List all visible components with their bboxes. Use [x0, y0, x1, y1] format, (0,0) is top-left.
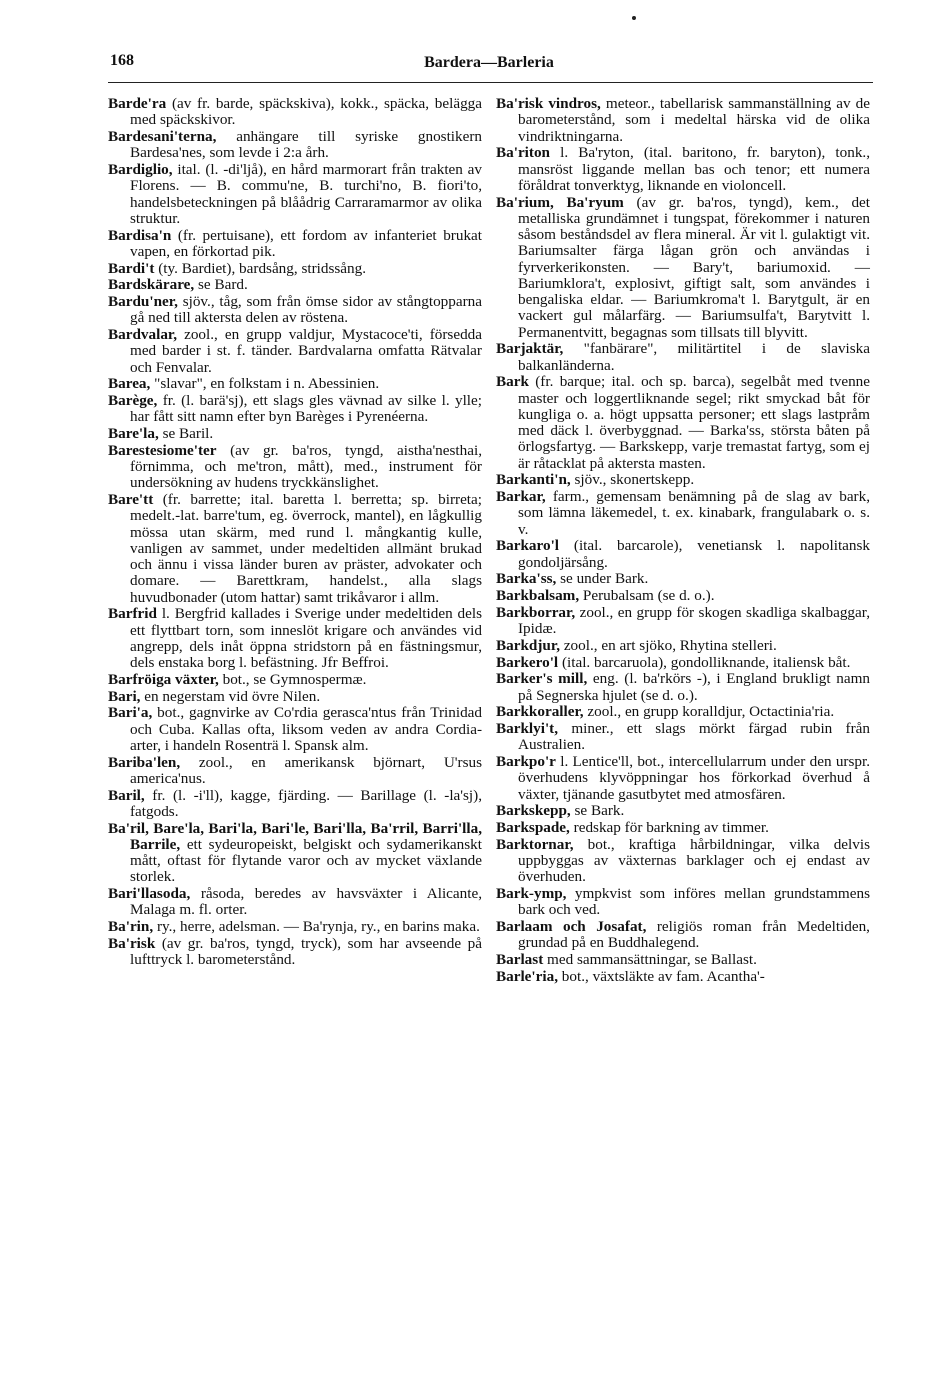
entry-headword: Bardiglio,	[108, 161, 173, 178]
entry-definition: zool., en amerikansk björnart, U'rsus america'nus.	[130, 753, 482, 787]
entry-definition: religiös roman från Medeltiden, grundad på en Buddhalegend.	[518, 918, 870, 952]
dictionary-entry	[108, 606, 482, 671]
entry-headword: Barkar,	[496, 488, 546, 505]
dictionary-entry	[108, 936, 482, 969]
dictionary-entry	[108, 886, 482, 919]
dictionary-entry	[496, 571, 870, 587]
entry-definition: (av fr. barde, späckskiva), kokk., späcka, belägga med späckskivor.	[130, 95, 483, 129]
entry-definition: "slavar", en folkstam i n. Abessinien.	[154, 375, 380, 393]
entry-definition: "fanbärare", militärtitel i de slaviska balkanländerna.	[518, 340, 870, 374]
entry-definition: ry., herre, adelsman. — Ba'rynja, ry., en barins maka.	[156, 918, 480, 935]
entry-definition: se Baril.	[162, 425, 214, 442]
entry-headword: Barkspade,	[496, 819, 570, 836]
dictionary-entry	[496, 803, 870, 819]
entry-headword: Bardu'ner,	[108, 293, 178, 310]
entry-headword: Barka'ss,	[496, 570, 557, 588]
entry-definition: zool., en art sjöko, Rhytina stelleri.	[563, 636, 777, 654]
dictionary-entry	[108, 228, 482, 261]
left-column	[108, 96, 482, 969]
entry-definition: zool., en grupp valdjur, Mystacoce'ti, försedda med barder i st. f. tänder. Bardvalarna omfatta Rätvalar och Fenvalar.	[130, 326, 482, 376]
dictionary-entry	[108, 919, 482, 935]
entry-headword: Barkpo'r	[496, 753, 556, 770]
entry-headword: Bare'tt	[108, 491, 154, 508]
entry-headword: Barkanti'n,	[496, 471, 571, 489]
dictionary-entry	[108, 426, 482, 442]
entry-definition: zool., en grupp för skogen skadliga skalbaggar, Ipidæ.	[518, 603, 870, 637]
entry-headword: Ba'risk vindros,	[496, 95, 601, 112]
entry-headword: Ba'rium, Ba'ryum	[496, 193, 624, 211]
dictionary-entry	[496, 489, 870, 538]
entry-definition: miner., ett slags mörkt färgad rubin från Australien.	[518, 720, 870, 754]
entry-definition: anhängare till syriske gnostikern Bardesa'nes, som levde i 2:a årh.	[130, 128, 483, 162]
dictionary-entry	[496, 605, 870, 638]
entry-headword: Barklyi't,	[496, 720, 559, 737]
entry-headword: Barkkoraller,	[496, 703, 584, 721]
entry-definition: (av gr. ba'ros, tyngd, tryck), som har avseende på lufttryck l. barometerstånd.	[130, 934, 482, 968]
entry-definition: ital. (l. -di'ljå), en hård marmorart från trakten av Florens. — B. commu'ne, B. turchi'no, B. fiori'to, handelsbeteckningen på blåådrig Carraramarmor av olika struktur.	[130, 161, 482, 227]
entry-definition: (av gr. ba'ros, tyngd, aistha'nesthai, förnimma, och me'tron, mått), med., instrument för undersökning av hudens tryckkänslighet.	[130, 441, 483, 492]
dictionary-entry	[496, 195, 870, 341]
dictionary-entry	[496, 374, 870, 472]
running-head: Bardera—Barleria	[424, 54, 554, 71]
entry-headword: Barkero'l	[496, 653, 559, 671]
dictionary-entry	[108, 277, 482, 293]
dictionary-entry	[108, 443, 482, 492]
dictionary-entry	[108, 129, 482, 162]
entry-definition: farm., gemensam benämning på de slag av bark, som lämna läkemedel, t. ex. kinabark, frangulabark o. s. v.	[518, 488, 871, 538]
entry-definition: fr. (l. barä'sj), ett slags gles vävnad av silke l. ylle; har fått sitt namn efter byn Barèges i Pyrenéerna.	[130, 392, 482, 426]
dictionary-entry	[108, 672, 482, 688]
entry-headword: Barkskepp,	[496, 802, 571, 820]
dictionary-entry	[496, 341, 870, 374]
dictionary-entry	[496, 952, 870, 968]
dictionary-entry	[108, 393, 482, 426]
dictionary-entry	[108, 689, 482, 705]
entry-headword: Bardesani'terna,	[108, 128, 217, 145]
entry-headword: Barkbalsam,	[496, 587, 580, 604]
dictionary-entry	[496, 588, 870, 604]
dictionary-entry	[496, 704, 870, 720]
page-number: 168	[110, 52, 134, 69]
entry-headword: Ba'risk	[108, 934, 156, 952]
dictionary-entry	[496, 96, 870, 145]
entry-headword: Bardisa'n	[108, 226, 172, 244]
entry-headword: Bari'a,	[108, 704, 153, 722]
dictionary-entry	[108, 96, 482, 129]
entry-definition: (ital. barcaruola), gondolliknande, italiensk båt.	[561, 653, 851, 671]
entry-definition: sjöv., tåg, som från ömse sidor av stångtopparna gå ned till aktersta delen av röstena.	[130, 293, 482, 327]
dictionary-entry	[496, 837, 870, 886]
entry-definition: bot., växtsläkte av fam. Acantha'-	[561, 967, 765, 985]
entry-headword: Bari'llasoda,	[108, 885, 191, 902]
entry-definition: (fr. pertuisane), ett fordom av infanteriet brukat vapen, en förkortad pik.	[130, 226, 483, 260]
entry-definition: zool., en grupp koralldjur, Octactinia'ria.	[587, 703, 835, 721]
entry-definition: (fr. barrette; ital. baretta l. berretta; sp. birreta; medelt.-lat. barre'tum, eg. överrock, mantel), en lågkullig mössa utan skärm, med rund l. mångkantig kulle, vanligen av sammet, under medeltiden allmänt brukad och ännu i vissa länder buren av präster, advokater och domare. — Barettkram, handelst., alla slags huvudbonader (utom hattar) samt trikåvaror i allm.	[130, 491, 482, 606]
entry-headword: Barjaktär,	[496, 340, 564, 358]
entry-headword: Barestesiome'ter	[108, 441, 217, 459]
entry-definition: bot., se Gymnospermæ.	[222, 670, 367, 688]
dictionary-entry	[496, 655, 870, 671]
dictionary-entry	[108, 821, 482, 886]
entry-headword: Ba'riton	[496, 144, 551, 162]
entry-headword: Barlaam och Josafat,	[496, 918, 647, 935]
entry-headword: Baril,	[108, 786, 145, 804]
entry-headword: Barfröiga växter,	[108, 670, 219, 688]
dictionary-entry	[108, 755, 482, 788]
entry-headword: Barkborrar,	[496, 603, 576, 621]
entry-headword: Barktornar,	[496, 835, 574, 853]
entry-headword: Barker's mill,	[496, 670, 588, 688]
dictionary-entry	[496, 145, 870, 194]
dictionary-entry	[108, 162, 482, 227]
entry-definition: eng. (l. ba'rkörs -), i England brukligt namn på Segnerska hjulet (se d. o.).	[518, 670, 870, 704]
entry-definition: (av gr. ba'ros, tyngd), kem., det metalliska grundämnet i tungspat, förekommer i naturen såsom beståndsdel av flera mineral. Är vit l. gulaktigt vit. Bariumsalter färga lågan grön och användas i fyrverkerikonsten. — Bary't, bariumoxid. — Bariumklora't, explosivt, giftigt salt, som användes i bengaliska eldar. — Bariumkroma't l. Barytgult, är en vackert gul målarfärg. — Bariumsulfa't, Barytvitt l. Permanentvitt, begagnas som tillsats till blyvitt.	[518, 193, 870, 341]
entry-definition: meteor., tabellarisk sammanställning av de barometerstånd, som i medeltal härska vid de olika vindriktningarna.	[518, 95, 870, 145]
dictionary-entry	[108, 492, 482, 606]
entry-headword: Bardskärare,	[108, 276, 195, 294]
entry-headword: Barde'ra	[108, 95, 167, 112]
entry-definition: se Bard.	[198, 276, 248, 294]
entry-headword: Ba'rin,	[108, 918, 154, 935]
entry-headword: Bark-ymp,	[496, 885, 567, 902]
entry-definition: råsoda, beredes av havsväxter i Alicante, Malaga m. fl. orter.	[130, 885, 482, 919]
entry-headword: Barlast	[496, 951, 544, 968]
entry-definition: med sammansättningar, se Ballast.	[547, 951, 757, 968]
entry-definition: (ital. barcarole), venetiansk l. napolitansk gondoljärsång.	[518, 537, 871, 571]
entry-headword: Barkaro'l	[496, 537, 560, 555]
dictionary-entry	[108, 705, 482, 754]
dictionary-entry	[108, 327, 482, 376]
entry-headword: Ba'ril, Bare'la, Bari'la, Bari'le, Bari'lla, Ba'rril, Barri'lla, Barrile,	[108, 819, 482, 853]
entry-definition: se Bark.	[574, 802, 625, 820]
entry-headword: Barea,	[108, 375, 151, 393]
dictionary-entry	[108, 788, 482, 821]
entry-headword: Bare'la,	[108, 425, 159, 442]
dictionary-entry	[496, 886, 870, 919]
dictionary-entry	[496, 721, 870, 754]
entry-headword: Bari,	[108, 687, 141, 705]
dictionary-entry	[496, 472, 870, 488]
entry-definition: ympkvist som införes mellan grundstammens bark och ved.	[518, 885, 870, 919]
dictionary-entry	[496, 919, 870, 952]
dictionary-entry	[496, 671, 870, 704]
entry-headword: Barfrid	[108, 605, 157, 623]
dictionary-entry	[496, 820, 870, 836]
entry-headword: Barkdjur,	[496, 636, 561, 654]
entry-definition: bot., gagnvirke av Co'rdia gerasca'ntus från Trinidad och Cuba. Kallas ofta, liksom veden av andra Cordia-arter, i handeln Rosenträ l. Spansk alm.	[130, 704, 483, 754]
scan-speck	[632, 16, 636, 20]
entry-definition: sjöv., skonertskepp.	[574, 471, 695, 489]
entry-definition: se under Bark.	[560, 570, 649, 588]
entry-definition: bot., kraftiga hårbildningar, vilka delvis uppbyggas av växternas barklager och ej endast av överhuden.	[518, 835, 870, 886]
entry-definition: l. Lentice'll, bot., intercellularrum under den urspr. överhudens klyvöppningar hos förkorkad överhud å växter, tjänande gasutbytet med atmosfären.	[518, 753, 871, 803]
entry-headword: Bardvalar,	[108, 326, 178, 343]
entry-headword: Bariba'len,	[108, 753, 181, 771]
dictionary-entry	[108, 261, 482, 277]
right-column	[496, 96, 870, 986]
entry-headword: Barle'ria,	[496, 967, 558, 985]
entry-definition: fr. (l. -i'll), kagge, fjärding. — Barillage (l. -la'sj), fatgods.	[130, 786, 483, 820]
entry-definition: l. Ba'ryton, (ital. baritono, fr. baryton), tonk., mansröst liggande mellan bas och tenor; ett numera föråldrat tonverktyg, liknande en violoncell.	[518, 144, 871, 194]
dictionary-entry	[496, 969, 870, 985]
entry-definition: redskap för barkning av timmer.	[573, 819, 769, 836]
header-rule	[108, 82, 873, 83]
entry-headword: Bark	[496, 373, 529, 391]
dictionary-entry	[108, 376, 482, 392]
dictionary-entry	[108, 294, 482, 327]
dictionary-entry	[496, 754, 870, 803]
dictionary-entry	[496, 538, 870, 571]
entry-headword: Barège,	[108, 392, 158, 409]
entry-definition: (ty. Bardiet), bardsång, stridssång.	[158, 259, 367, 277]
entry-definition: l. Bergfrid kallades i Sverige under medeltiden dels ett flyttbart torn, som inneslöt krigare och användes vid angrepp, dels inåt öppna stridstorn på en fästningsmur, dels enstaka borg l. befästning. Jfr Beffroi.	[130, 605, 482, 671]
entry-definition: (fr. barque; ital. och sp. barca), segelbåt med tvenne master och loggertliknande segel; rikt smyckad båt för kungliga o. a. högt uppsatta personer; ett slags lastpråm med däck l. överbyggnad. — Barka'ss, största båten på örlogsfartyg. — Barkskepp, varje tremastat fartyg, som ej är råtacklat på aktersta masten.	[518, 373, 871, 472]
entry-definition: en negerstam vid övre Nilen.	[144, 687, 321, 705]
entry-definition: Perubalsam (se d. o.).	[582, 587, 715, 604]
dictionary-entry	[496, 638, 870, 654]
entry-definition: ett sydeuropeiskt, belgiskt och sydamerikanskt mått, oftast för flytande varor och av mycket växlande storlek.	[130, 835, 482, 886]
entry-headword: Bardi't	[108, 259, 155, 277]
